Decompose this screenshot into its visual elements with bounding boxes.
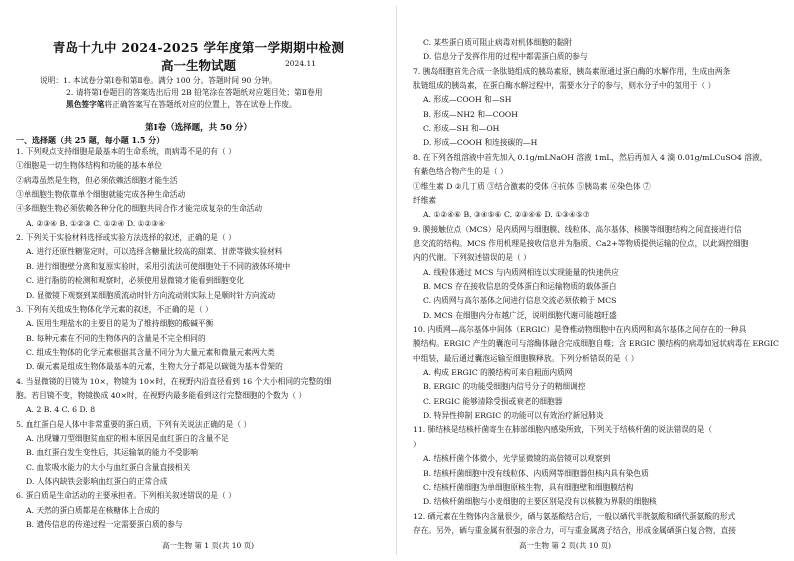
right-line: 8. 在下列各组溶液中首先加入 0.1g/mLNaOH 溶液 1mL，然后再加入 4 滴 0.01g/mLCuSO4 溶液， [413,152,768,162]
page-footer-right: 高一生物 第 2 页(共 10 页) [519,541,612,550]
left-line: D. 碳元素是组成生物体最基本的元素，生物大分子都是以碳链为基本骨架的 [26,362,283,372]
right-line: D. 特异性抑制 ERGIC 的功能可以有效治疗新冠肺炎 [423,411,604,421]
left-line: ①细胞是一切生物体结构和功能的基本单位 [16,161,163,171]
left-line: 3. 下列有关组成生物体化学元素的叙述，不正确的是（ ） [16,304,213,314]
note-2-bold: 黑色签字笔 [66,100,105,109]
right-line: 纤维素 [413,195,437,205]
part1-heading: 第Ⅰ卷（选择题，共 50 分） [145,123,252,133]
section-heading: 一、选择题（共 25 题，每小题 1.5 分） [16,135,165,145]
left-line: A. 天然的蛋白质都是在核糖体上合成的 [26,505,160,515]
right-line: A. 形成—COOH 和—SH [423,95,512,105]
left-line: B. 血红蛋白发生变性后，其运输氧的能力不受影响 [26,448,198,458]
right-line: C. 形成—SH 和—OH [423,124,500,134]
left-line: C. 进行脂肪的检测和观察时，必须使用显微镜才能看到细胞变化 [26,276,245,286]
right-line: D. 结核杆菌细胞与小麦细胞的主要区别是没有以核膜为界限的细胞核 [423,497,657,507]
note-2a: 2. 请将第Ⅰ卷题目的答案选出后用 2B 铅笔涂在答题纸对应题目处；第Ⅱ卷用 [66,88,323,97]
note-2-line2 [66,100,297,110]
right-line: 中组装，最后通过囊泡运输至细胞膜释放。下列分析错误的是（ ） [413,353,639,363]
left-line: A. ②③④ B. ①②③ C. ①②④ D. ①②③④ [26,218,166,228]
right-line: D. MCS 在细胞内分布越广泛，说明细胞代谢可能越旺盛 [423,310,617,320]
left-line: B. 每种元素在不同的生物体内的含量是不完全相同的 [26,333,206,343]
right-line: D. 形成—COOH 和连接碳的—H [423,138,538,148]
right-line: ①维生素 D ②几丁质 ③结合激素的受体 ④抗体 ⑤胰岛素 ⑥染色体 ⑦ [413,181,651,191]
right-line: ） [413,439,421,449]
left-line: 1. 下列观点支持细胞是最基本的生命系统，而病毒不是的有（ ） [16,147,236,156]
right-line: 9. 膜接触位点（MCS）是内质网与细胞膜、线粒体、高尔基体、核膜等细胞结构之间直接进行信 [413,224,742,234]
left-line: 4. 当显微镜的目镜为 10×，物镜为 10×时，在视野内沿直径看到 16 个大小相同的完整的细 [16,376,332,386]
right-line: 内的代谢。下列叙述错误的是（ ） [413,253,531,263]
right-line: 10. 内质网—高尔基体中间体（ERGIC）是脊椎动物细胞中在内质网和高尔基体之间存在的一种具 [413,325,747,334]
left-line: C. 组成生物体的化学元素根据其含量不同分为大量元素和微量元素两大类 [26,347,275,357]
left-line: B. 遗传信息的传递过程一定需要蛋白质的参与 [26,520,183,530]
right-line: 有紫色络合物产生的是（ ） [413,167,508,177]
right-line: A. 线粒体通过 MCS 与内质网相连以实现能量的快速供应 [423,267,619,277]
right-line: 12. 硒元素在生物体内含量很少，硒与氨基酸结合后，一般以硒代半胱氨酸和硒代蛋氨酸的形式 [413,511,736,521]
left-line: ②病毒虽然是生物，但必须依赖活细胞才能生活 [16,175,178,185]
left-line: B. 进行细胞壁分离和复原实验时，采用引流法可使细胞处于不同的液体环境中 [26,261,291,271]
right-line: 11. 肺结核是结核杆菌寄生在肺部细胞内感染所致，下列关于结核杆菌的说法错误的是（ [413,425,713,435]
left-line: A. 出现镰刀型细胞贫血症的根本原因是血红蛋白的含量不足 [26,434,229,443]
right-line: D. 信息分子发挥作用的过程中都需蛋白质的参与 [423,52,588,62]
right-line: A. ①②④⑥ B. ③④⑤⑥ C. ②③④⑥ D. ①③④⑤⑦ [423,210,590,220]
right-line: C. ERGIC 能够清除受损或衰老的细胞器 [423,396,563,406]
exam-date: 2024.11 [285,59,317,68]
right-line: 膜结构。ERGIC 产生的囊泡可与溶酶体融合完成细胞自噬；含 ERGIC 膜结构的病毒如冠状病毒在 ERGIC [413,339,779,349]
right-line: C. 某些蛋白质可阻止病毒对机体细胞的黏附 [423,38,572,47]
right-line: 肽链组成的胰岛素，在蛋白酶水解过程中，需要水分子的参与，则水分子中的氢用于（ ） [413,81,716,91]
right-column [397,0,794,561]
left-line: 2. 下列关于实验材料选择或实验方法选择的叙述，正确的是（ ） [16,233,236,243]
right-line: B. 形成—NH2 和—COOH [423,109,518,119]
exam-subtitle: 高一生物试题 [160,58,236,73]
exam-title: 青岛十九中 2024-2025 学年度第一学期期中检测 [52,40,345,55]
note-1: 说明：1. 本试卷分第Ⅰ卷和第Ⅱ卷。满分 100 分。答题时间 90 分钟。 [40,76,277,85]
left-line: ③单细胞生物依靠单个细胞就能完成各种生命活动 [16,190,186,200]
right-line: A. 构成 ERGIC 的膜结构可来自粗面内质网 [423,368,573,378]
left-line: 6. 蛋白质是生命活动的主要承担者。下列相关叙述错误的是（ ） [16,491,236,501]
left-line: 5. 血红蛋白是人体中非常重要的蛋白质，下列有关说法正确的是（ ） [16,419,252,429]
right-line: C. 内质网与高尔基体之间进行信息交流必须依赖于 MCS [423,296,617,306]
right-line: B. 结核杆菌细胞中没有线粒体、内质网等细胞器但核内具有染色质 [423,468,649,478]
right-line: 息交流的结构。MCS 作用机理是接收信息并为脂质、Ca2+等物质提供运输的位点，以此调控细胞 [413,238,749,248]
left-line: ④多细胞生物必须依赖各种分化的细胞共同合作才能完成复杂的生命活动 [16,204,263,214]
right-line: A. 结核杆菌个体微小，光学显微镜的高倍镜可以观察到 [423,454,611,464]
left-line: A. 2 B. 4 C. 6 D. 8 [26,405,96,415]
left-line: D. 人体内缺铁会影响血红蛋白的正常合成 [26,477,168,487]
left-line: A. 进行还原性糖鉴定时，可以选择含糖量比较高的甜菜、甘蔗等做实验材料 [26,247,283,257]
left-line: A. 医用生理盐水的主要目的是为了维持细胞的酸碱平衡 [26,319,214,329]
right-line: 7. 胰岛细胞首先合成一条肽链组成的胰岛素原，胰岛素原通过蛋白酶的水解作用，生成由两条 [413,66,731,76]
page-footer-left: 高一生物 第 1 页(共 10 页) [162,541,255,550]
left-line: C. 血浆吸水能力的大小与血红蛋白含量直接相关 [26,462,191,472]
subtitle-row [0,56,397,72]
right-line: B. ERGIC 的功能受细胞内信号分子的精细调控 [423,382,586,392]
left-line: 胞。若目镜不变，物镜换成 40×时，在视野内最多能看到这行完整细胞的个数为（ ） [16,390,307,400]
right-line: B. MCS 存在接收信息的受体蛋白和运输物质的载体蛋白 [423,281,617,291]
note-2c: 将正确答案写在答题纸对应的位置上，答在试卷上作废。 [104,100,297,109]
right-line: C. 结核杆菌细胞为单细胞原核生物，具有细胞壁和细胞膜结构 [423,482,634,492]
left-line: D. 显微镜下观察到某细胞质流动时针方向流动则实际上是顺时针方向流动 [26,290,276,300]
right-line: 存在。另外，硒与重金属有很强的亲合力，可与重金属离子结合，形成金属硒蛋白复合物，直接 [413,525,736,535]
